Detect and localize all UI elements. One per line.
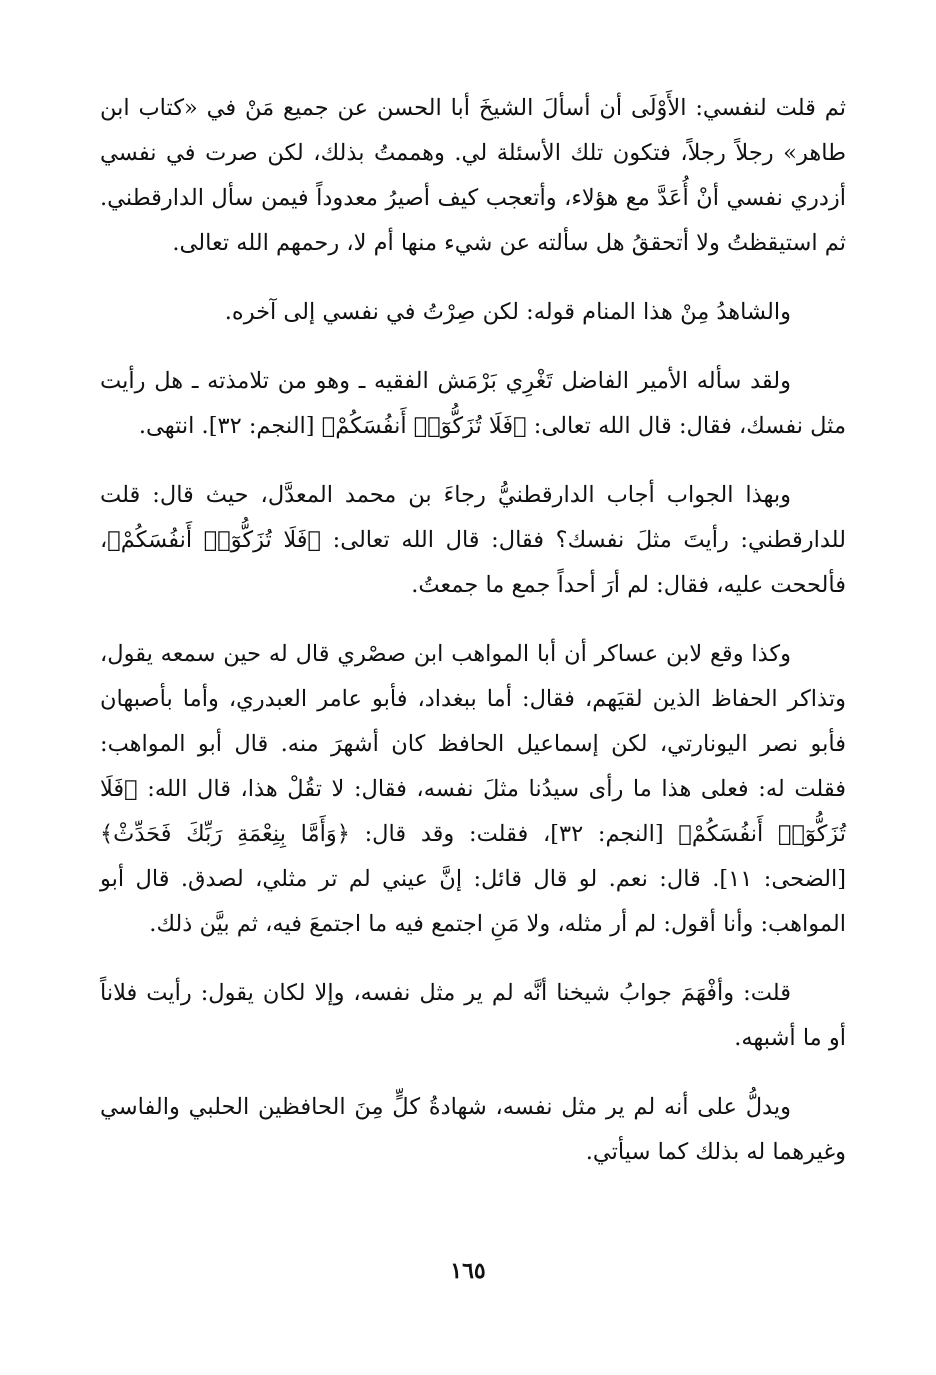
paragraph-gap [100,449,846,473]
paragraph-ibn-asakir: وكذا وقع لابن عساكر أن أبا المواهب ابن صصْري قال له حين سمعه يقول، وتذاكر الحفاظ الذين لقيَهم، فقال: أما ببغداد، فأبو عامر العبدري، وأما بأصبهان فأبو نصر اليونارتي، لكن إسماعيل الحافظ كان أشهرَ منه. قال أبو المواهب: فقلت له: فعلى هذا ما رأى سيدُنا مثلَ نفسه، فقال: لا تقُلْ هذا، قال الله: ﴿فَلَا تُزَكُّوٓا۟ أَنفُسَكُمْ﴾ [النجم: ٣٢]، فقلت: وقد قال: ﴿وَأَمَّا بِنِعْمَةِ رَبِّكَ فَحَدِّثْ﴾ [الضحى: ١١]. قال: نعم. لو قال قائل: إنَّ عيني لم تر مثلي، لصدق. قال أبو المواهب: وأنا أقول: لم أر مثله، ولا مَنِ اجتمع فيه ما اجتمعَ فيه، ثم بيَّن ذلك. [100,641,846,937]
paragraph-author-comment: قلت: وأفْهَمَ جوابُ شيخنا أنَّه لم ير مثل نفسه، وإلا لكان يقول: رأيت فلاناً أو ما أشبهه. [100,980,846,1051]
paragraph-gap [100,266,846,290]
page-number: ١٦٥ [450,1258,486,1284]
paragraph-gap [100,608,846,632]
paragraph-dream-evidence: والشاهدُ مِنْ هذا المنام قوله: لكن صِرْتُ في نفسي إلى آخره. [224,299,791,325]
paragraph-gap [100,1061,846,1085]
page-body [100,86,846,1175]
paragraph-emir-question: ولقد سأله الأمير الفاضل تَغْرِي بَرْمَش الفقيه ـ وهو من تلامذته ـ هل رأيت مثل نفسك، فقال: قال الله تعالى: ﴿فَلَا تُزَكُّوٓا۟ أَنفُسَكُمْ﴾ [النجم: ٣٢]. انتهى. [100,368,846,439]
paragraph-dream-continuation: ثم قلت لنفسي: الأَوْلَى أن أسألَ الشيخَ أبا الحسن عن جميع مَنْ في «كتاب ابن طاهر» رجلاً رجلاً، فتكون تلك الأسئلة لي. وهممتُ بذلك، لكن صرت في نفسي أزدري نفسي أنْ أُعَدَّ مع هؤلاء، وأتعجب كيف أصيرُ معدوداً فيمن سأل الدارقطني. ثم استيقظتُ ولا أتحققُ هل سألته عن شيء منها أم لا، رحمهم الله تعالى. [100,95,846,256]
paragraph-gap [100,335,846,359]
paragraph-gap [100,947,846,971]
paragraph-daraqutni-answer: وبهذا الجواب أجاب الدارقطنيُّ رجاءَ بن محمد المعدَّل، حيث قال: قلت للدارقطني: رأيتَ مثلَ نفسك؟ فقال: قال الله تعالى: ﴿فَلَا تُزَكُّوٓا۟ أَنفُسَكُمْ﴾، فألححت عليه، فقال: لم أرَ أحداً جمع ما جمعتُ. [100,482,846,598]
paragraph-testimony: ويدلُّ على أنه لم ير مثل نفسه، شهادةُ كلٍّ مِنَ الحافظين الحلبي والفاسي وغيرهما له بذلك كما سيأتي. [100,1094,846,1165]
